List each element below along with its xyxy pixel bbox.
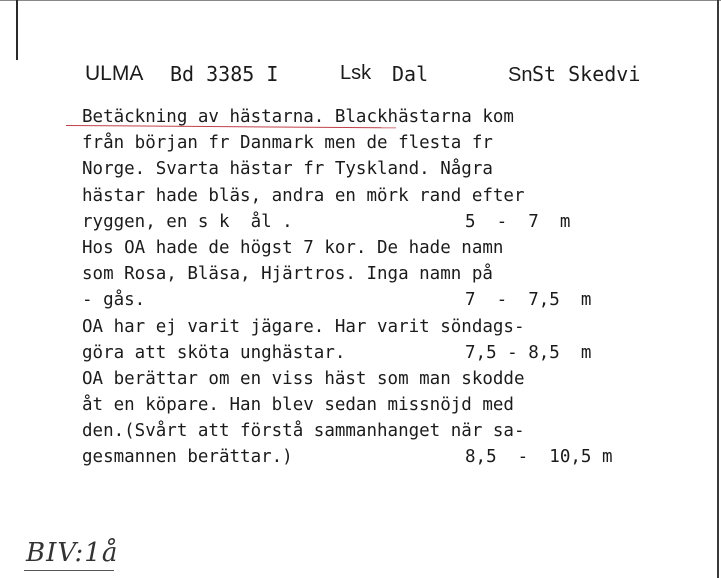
handwritten-signature: BIV:1å	[26, 538, 119, 568]
line-text: åt en köpare. Han blev sedan missnöjd med	[82, 395, 514, 416]
line-text: som Rosa, Bläsa, Hjärtros. Inga namn på	[82, 264, 493, 285]
recording-range: 7 - 7,5 m	[465, 290, 592, 311]
text-line	[82, 366, 682, 392]
text-line	[82, 209, 682, 235]
socken-value: St Skedvi	[532, 62, 641, 86]
landskap-value: Dal	[392, 62, 429, 86]
line-text: Hos OA hade de högst 7 kor. De hade namn	[82, 237, 504, 258]
recording-range: 8,5 - 10,5 m	[465, 447, 613, 468]
text-line	[82, 130, 682, 156]
line-text: OA har ej varit jägare. Har varit söndags-	[82, 316, 525, 337]
text-line	[82, 418, 682, 444]
socken-label: Sn	[508, 64, 533, 86]
text-line	[82, 314, 682, 340]
line-text: Betäckning av hästarna. Blackhästarna kom	[82, 107, 514, 127]
card-body	[82, 104, 682, 471]
card-right-edge	[717, 0, 719, 578]
line-text: ryggen, en s k ål .	[82, 211, 293, 232]
text-line	[82, 104, 682, 130]
card-left-edge	[16, 0, 18, 60]
line-text: hästar hade bläs, andra en mörk rand efter	[82, 185, 525, 206]
text-line	[82, 235, 682, 261]
line-text: gesmannen berättar.)	[82, 447, 293, 468]
line-text: - gås.	[82, 290, 146, 311]
archive-label: ULMA	[85, 62, 144, 85]
text-line	[82, 287, 682, 313]
signature-rule	[24, 570, 114, 571]
line-text: OA berättar om en viss häst som man skodde	[82, 368, 525, 389]
line-text: göra att sköta unghästar.	[82, 342, 346, 363]
recording-range: 7,5 - 8,5 m	[465, 342, 592, 363]
line-text: från början fr Danmark men de flesta fr	[82, 133, 493, 154]
text-line	[82, 392, 682, 418]
line-text: Norge. Svarta hästar fr Tyskland. Några	[82, 159, 493, 180]
landskap-label: Lsk	[340, 62, 372, 84]
text-line	[82, 156, 682, 182]
text-line	[82, 444, 682, 470]
recording-range: 5 - 7 m	[465, 211, 571, 232]
line-text: den.(Svårt att förstå sammanhanget när sa-	[82, 421, 525, 442]
card-top-edge	[0, 0, 721, 1]
text-line	[82, 340, 682, 366]
record-number: Bd 3385 I	[170, 62, 279, 86]
text-line	[82, 261, 682, 287]
text-line	[82, 183, 682, 209]
